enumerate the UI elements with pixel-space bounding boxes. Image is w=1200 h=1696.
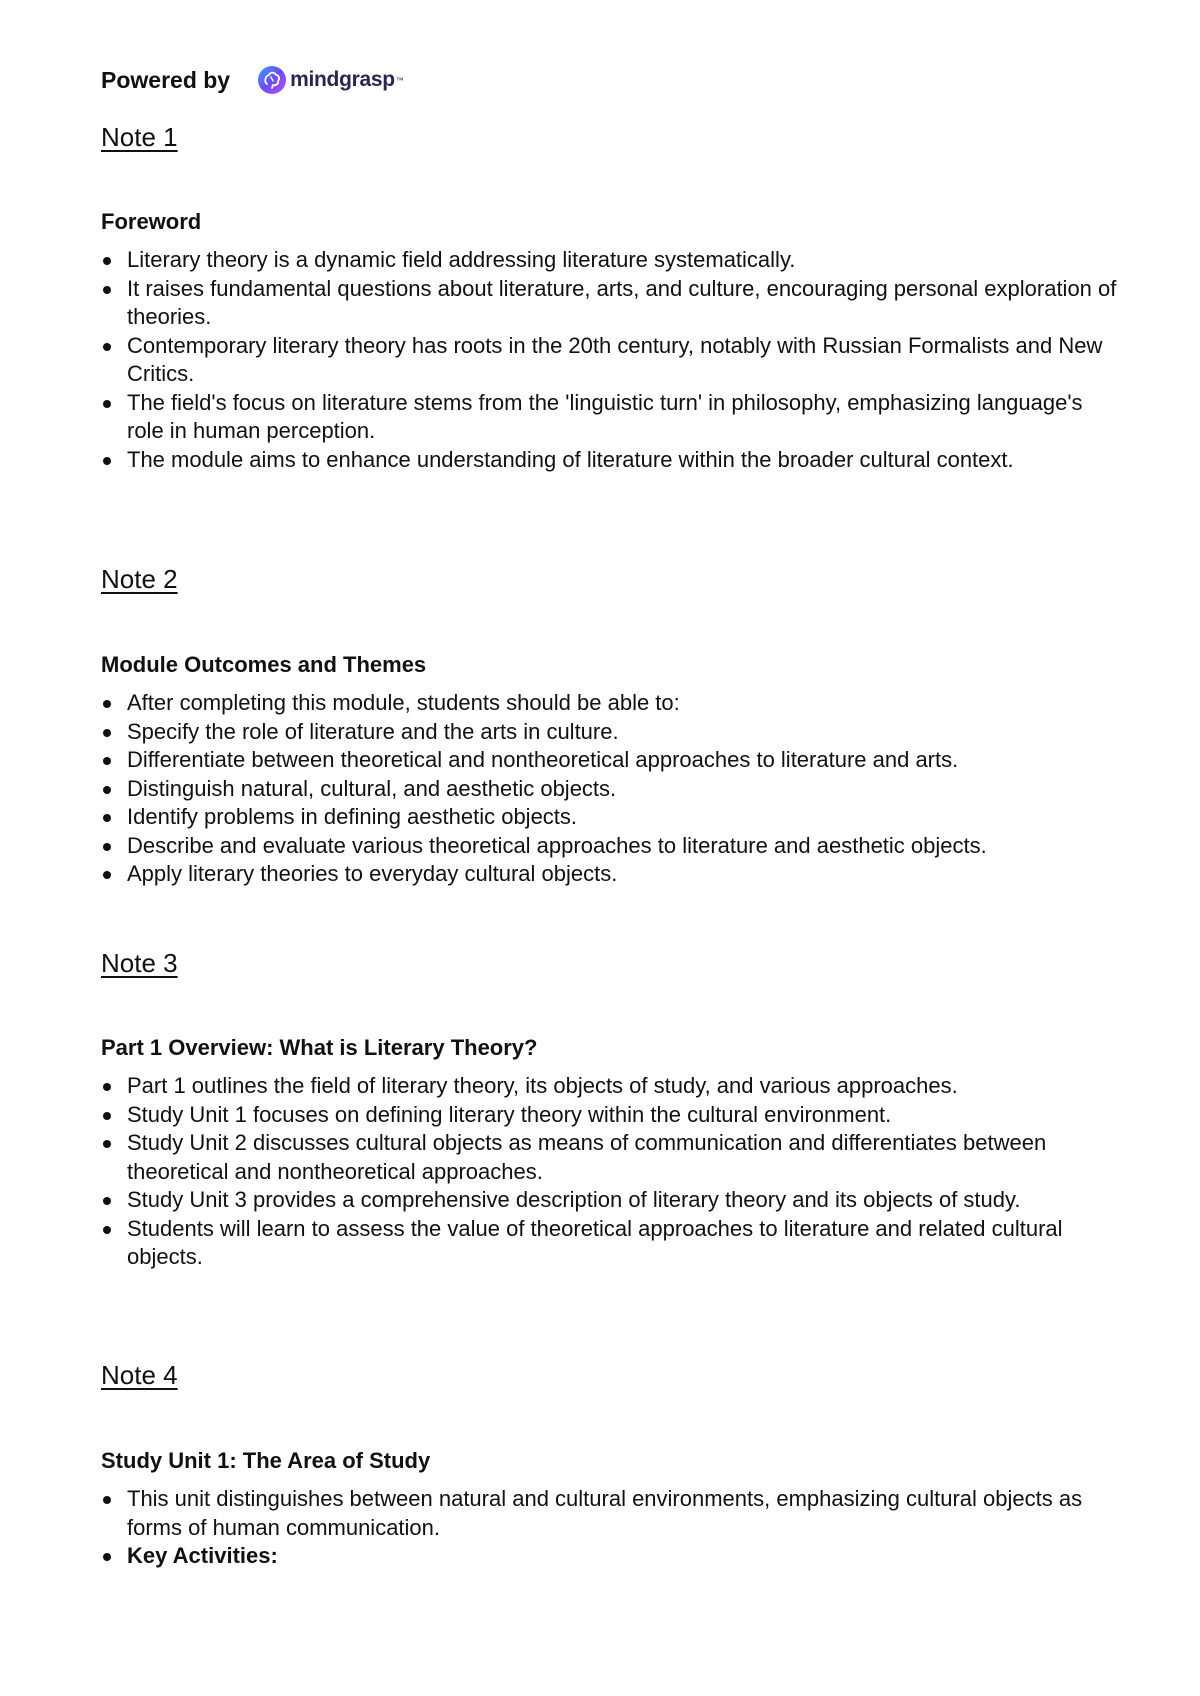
list-item: This unit distinguishes between natural and cultural environments, emphasizing cultural objects as forms of human communication. [101,1485,1121,1542]
list-item: Describe and evaluate various theoretical approaches to literature and aesthetic objects. [101,832,1121,861]
powered-by-label: Powered by [101,66,231,93]
list-item: Students will learn to assess the value of theoretical approaches to literature and related cultural objects. [101,1215,1121,1272]
list-item: Key Activities: [101,1542,1121,1571]
logo-trademark: ™ [395,75,404,85]
list-item: Study Unit 3 provides a comprehensive description of literary theory and its objects of study. [101,1186,1121,1215]
list-item: Contemporary literary theory has roots in the 20th century, notably with Russian Formalists and New Critics. [101,332,1121,389]
section-title: Foreword [101,209,202,234]
list-item: The field's focus on literature stems from the 'linguistic turn' in philosophy, emphasizing language's role in human perception. [101,389,1121,446]
list-item: Part 1 outlines the field of literary theory, its objects of study, and various approaches. [101,1072,1121,1101]
note-title: Note 1 [101,122,178,152]
brain-icon [257,65,287,95]
note-title: Note 4 [101,1360,178,1390]
bullet-list [101,1072,1121,1272]
list-item: Differentiate between theoretical and nontheoretical approaches to literature and arts. [101,746,1121,775]
list-item: Apply literary theories to everyday cultural objects. [101,860,1121,889]
note-title: Note 2 [101,564,178,594]
bullet-list [101,1485,1121,1571]
list-item: It raises fundamental questions about literature, arts, and culture, encouraging personal exploration of theories. [101,275,1121,332]
list-item: Study Unit 1 focuses on defining literary theory within the cultural environment. [101,1101,1121,1130]
list-item: Identify problems in defining aesthetic objects. [101,803,1121,832]
section-title: Study Unit 1: The Area of Study [101,1448,431,1473]
note-4 [101,1359,1121,1571]
section-title: Module Outcomes and Themes [101,652,427,677]
list-item: Distinguish natural, cultural, and aesthetic objects. [101,775,1121,804]
note-2 [101,563,1121,889]
logo-wordmark: mindgrasp [290,68,395,91]
note-3 [101,947,1121,1272]
list-item: The module aims to enhance understanding of literature within the broader cultural context. [101,446,1121,475]
section-title: Part 1 Overview: What is Literary Theory? [101,1035,538,1060]
list-item: Specify the role of literature and the arts in culture. [101,718,1121,747]
bullet-list [101,689,1121,889]
note-title: Note 3 [101,948,178,978]
list-item: Literary theory is a dynamic field addressing literature systematically. [101,246,1121,275]
mindgrasp-logo [257,65,404,95]
list-item: After completing this module, students should be able to: [101,689,1121,718]
bullet-list [101,246,1121,474]
list-item: Study Unit 2 discusses cultural objects as means of communication and differentiates between theoretical and nontheoretical approaches. [101,1129,1121,1186]
header [101,62,404,98]
note-1 [101,121,1121,474]
